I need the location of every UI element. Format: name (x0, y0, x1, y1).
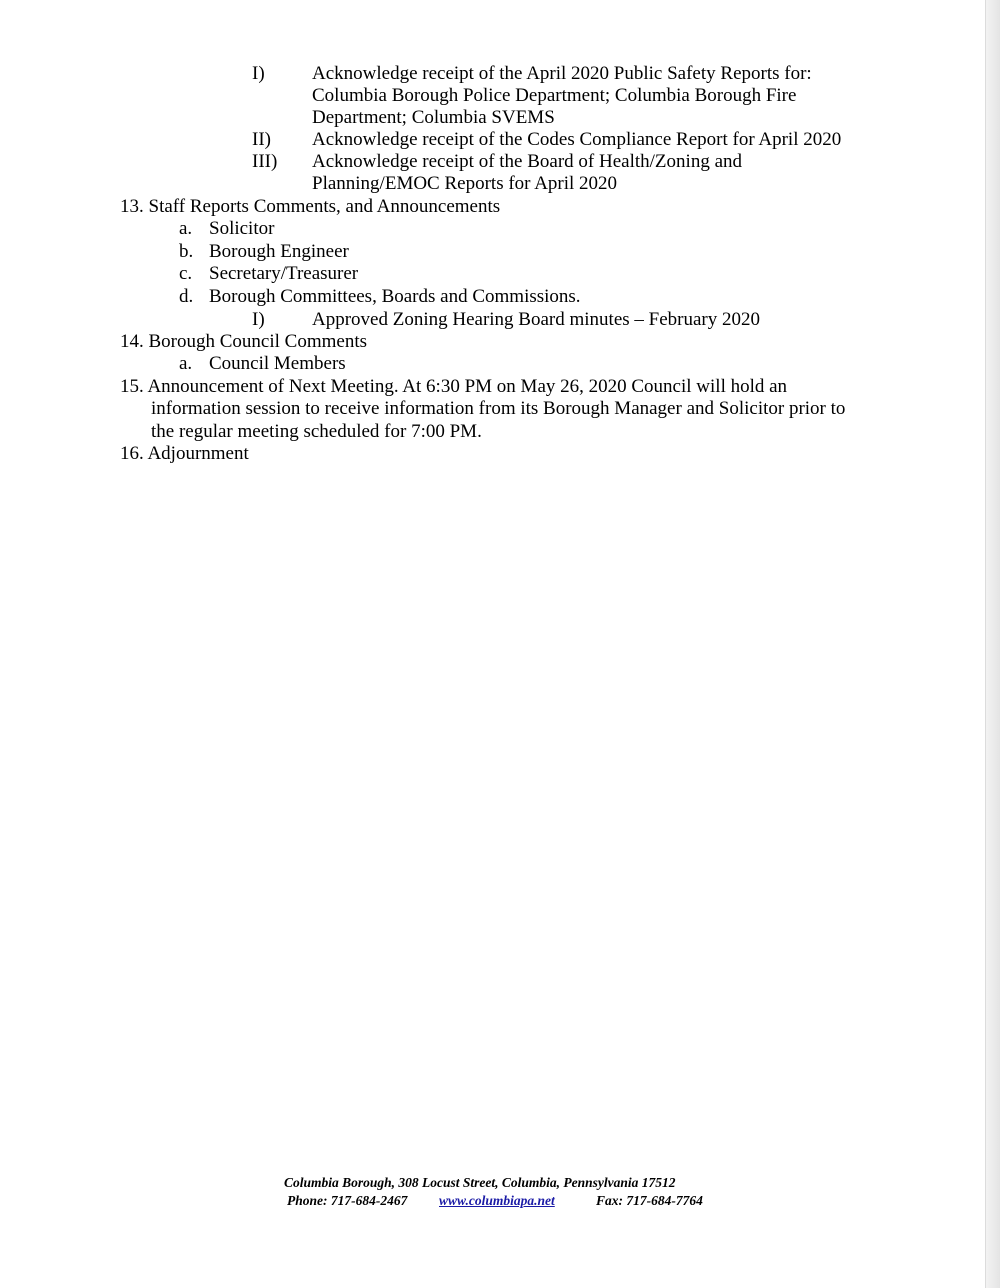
subitem-council-members: Council Members (209, 353, 346, 374)
list-marker-roman-i: I) (252, 63, 265, 84)
public-safety-reports-line-2: Columbia Borough Police Department; Columbia Borough Fire (312, 85, 797, 106)
list-marker-b: b. (179, 241, 194, 262)
list-marker-roman-ii: II) (252, 129, 271, 150)
zoning-hearing-board-minutes: Approved Zoning Hearing Board minutes – February 2020 (312, 309, 760, 330)
list-marker-a-14: a. (179, 353, 193, 374)
page-edge-shadow (985, 0, 1000, 1288)
agenda-item-13: 13. Staff Reports Comments, and Announcements (120, 196, 501, 217)
footer-phone: Phone: 717-684-2467 (287, 1193, 408, 1208)
subitem-solicitor: Solicitor (209, 218, 275, 239)
board-of-health-reports-line-1: Acknowledge receipt of the Board of Health/Zoning and (312, 151, 742, 172)
public-safety-reports-line-3: Department; Columbia SVEMS (312, 107, 555, 128)
list-marker-roman-iii: III) (252, 151, 278, 172)
footer-address: Columbia Borough, 308 Locust Street, Columbia, Pennsylvania 17512 (284, 1175, 676, 1190)
footer-website-link[interactable]: www.columbiapa.net (439, 1193, 555, 1208)
agenda-item-16: 16. Adjournment (120, 443, 249, 464)
agenda-item-14: 14. Borough Council Comments (120, 331, 367, 352)
agenda-item-15-line-3: the regular meeting scheduled for 7:00 PM. (151, 421, 482, 442)
subitem-borough-committees: Borough Committees, Boards and Commissions. (209, 286, 581, 307)
public-safety-reports-line-1: Acknowledge receipt of the April 2020 Public Safety Reports for: (312, 63, 812, 84)
list-marker-d: d. (179, 286, 194, 307)
subitem-borough-engineer: Borough Engineer (209, 241, 349, 262)
board-of-health-reports-line-2: Planning/EMOC Reports for April 2020 (312, 173, 618, 194)
list-marker-a: a. (179, 218, 193, 239)
footer-fax: Fax: 717-684-7764 (596, 1193, 703, 1208)
agenda-item-15-line-1: 15. Announcement of Next Meeting. At 6:30 PM on May 26, 2020 Council will hold an (120, 376, 788, 397)
codes-compliance-report-line: Acknowledge receipt of the Codes Compliance Report for April 2020 (312, 129, 842, 150)
list-marker-nested-i: I) (252, 309, 265, 330)
subitem-secretary-treasurer: Secretary/Treasurer (209, 263, 359, 284)
agenda-item-15-line-2: information session to receive information from its Borough Manager and Solicitor prior to (151, 398, 846, 419)
list-marker-c: c. (179, 263, 193, 284)
